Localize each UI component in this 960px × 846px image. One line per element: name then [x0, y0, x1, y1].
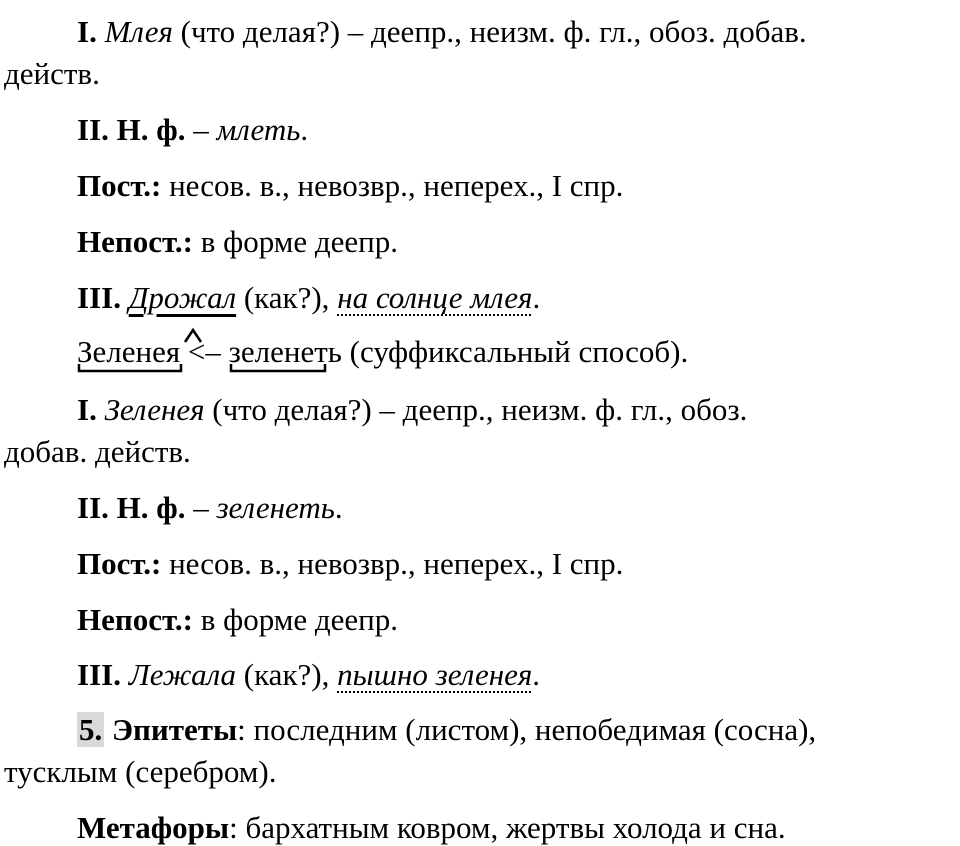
line-zeleneya-3	[77, 546, 623, 582]
task-number: 5.	[79, 712, 103, 747]
period: .	[300, 112, 309, 147]
line-text: в форме деепр.	[192, 224, 398, 259]
line-mleya-2	[77, 112, 308, 148]
line-text: несов. в., невозвр., неперех., I спр.	[161, 546, 624, 581]
adverbial-phrase: пышно зеленея	[337, 657, 533, 692]
dash: –	[185, 490, 217, 525]
line-text: в форме деепр.	[192, 602, 398, 637]
line-zeleneya-4	[77, 602, 398, 638]
section-label: Пост.:	[77, 546, 162, 581]
suffix-mark	[185, 330, 201, 342]
dash: –	[185, 112, 217, 147]
question: (как?),	[236, 280, 338, 315]
line-zeleneya-1-cont: добав. действ.	[4, 434, 191, 469]
section-label: Эпитеты	[104, 712, 238, 747]
suffix: я	[165, 334, 181, 369]
line-epithets	[77, 712, 816, 748]
word-zelenet	[229, 334, 342, 370]
verb-italic: Лежала	[128, 657, 237, 692]
line-mleya-3	[77, 168, 623, 204]
line-text: : последним (листом), непобедимая (сосна),	[237, 712, 817, 747]
word-italic: млеть	[216, 112, 301, 147]
roman-numeral: I.	[77, 392, 97, 427]
stem: Зелене	[77, 334, 166, 369]
line-mleya-1-cont: действ.	[4, 56, 100, 91]
line-metaphors	[77, 810, 786, 846]
morpheme-marks	[77, 334, 207, 376]
line-text: (суффиксальный способ).	[341, 334, 689, 369]
stem: зелене	[228, 334, 315, 369]
line-text: : бархатным ковром, жертвы холода и сна.	[229, 810, 786, 845]
period: .	[334, 490, 343, 525]
line-text: (что делая?) – деепр., неизм. ф. гл., обоз.	[204, 392, 748, 427]
line-zeleneya-1	[77, 392, 747, 428]
section-label: Непост.:	[77, 224, 193, 259]
line-mleya-5	[77, 280, 540, 316]
verb-italic: Дрожал	[128, 280, 237, 315]
line-mleya-1	[77, 14, 807, 50]
adverbial-phrase: на солнце млея	[337, 280, 533, 315]
line-text: несов. в., невозвр., неперех., I спр.	[161, 168, 624, 203]
line-epithets-cont: тусклым (серебром).	[4, 754, 277, 789]
line-word-formation	[77, 334, 688, 370]
stem-bracket	[79, 364, 181, 371]
line-mleya-4	[77, 224, 398, 260]
word-italic: зеленеть	[216, 490, 335, 525]
morpheme-marks	[229, 334, 329, 376]
arrow: <–	[180, 334, 229, 369]
line-text: (что делая?) – деепр., неизм. ф. гл., обоз. добав.	[172, 14, 807, 49]
section-label: Метафоры	[77, 810, 230, 845]
ending: ть	[314, 334, 342, 369]
section-label: III.	[77, 280, 121, 315]
word-italic: Млея	[104, 14, 173, 49]
word-zeleneya	[77, 334, 180, 370]
period: .	[532, 657, 541, 692]
section-label: III.	[77, 657, 121, 692]
line-zeleneya-2	[77, 490, 343, 526]
stem-bracket	[231, 364, 325, 371]
section-label: II. Н. ф.	[77, 490, 186, 525]
roman-numeral: I.	[77, 14, 97, 49]
period: .	[532, 280, 541, 315]
line-zeleneya-5	[77, 657, 540, 693]
section-label: II. Н. ф.	[77, 112, 186, 147]
section-label: Непост.:	[77, 602, 193, 637]
question: (как?),	[236, 657, 338, 692]
word-italic: Зеленея	[104, 392, 205, 427]
section-label: Пост.:	[77, 168, 162, 203]
